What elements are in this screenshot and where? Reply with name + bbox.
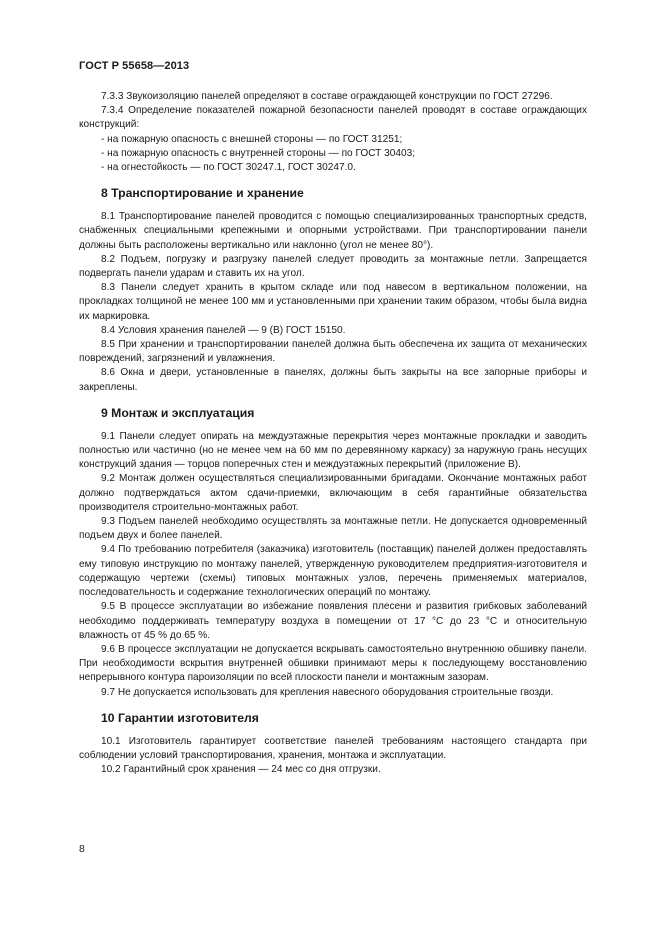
paragraph-9-6: 9.6 В процессе эксплуатации не допускается вскрывать самостоятельно внутреннюю обшивку панели. При необходимости вскрытия внутренней обшивки принимают меры к последующему восстановлению непрерывного контура пароизоляции по всей плоскости панели и монтажным зазорам. (79, 643, 587, 684)
list-item: - на пожарную опасность с внутренней стороны — по ГОСТ 30403; (101, 147, 416, 159)
paragraph-8-6: 8.6 Окна и двери, установленные в панелях, должны быть закрыты на все запорные приборы и закреплены. (79, 367, 587, 393)
paragraph-8-2: 8.2 Подъем, погрузку и разгрузку панелей следует проводить за монтажные петли. Запрещается подвергать панели ударам и ставить их на угол. (79, 253, 587, 280)
section-9-heading: 9 Монтаж и эксплуатация (101, 405, 255, 420)
paragraph-7-3-4: 7.3.4 Определение показателей пожарной безопасности панелей проводят в составе ограждающих конструкций: (79, 105, 587, 131)
paragraph-9-3: 9.3 Подъем панелей необходимо осуществлять за монтажные петли. Не допускается одновременный подъем двух и более панелей. (79, 516, 587, 542)
paragraph-9-7: 9.7 Не допускается использовать для крепления навесного оборудования строительные гвозди. (101, 686, 554, 698)
paragraph-10-1: 10.1 Изготовитель гарантирует соответствие панелей требованиям настоящего стандарта при соблюдении условий транспортирования, хранения, монтажа и эксплуатации. (79, 735, 587, 761)
paragraph-9-1: 9.1 Панели следует опирать на междуэтажные перекрытия через монтажные прокладки и заводить полностью или частично (но не менее чем на 60 мм по деревянному каркасу) за наружную грань несущих конструкций здания — торцов поперечных стен и междуэтажных перекрытий (приложение В). (79, 430, 587, 471)
paragraph-10-2: 10.2 Гарантийный срок хранения — 24 мес со дня отгрузки. (101, 764, 381, 776)
paragraph-8-4: 8.4 Условия хранения панелей — 9 (В) ГОСТ 15150. (101, 324, 346, 336)
paragraph-8-3: 8.3 Панели следует хранить в крытом складе или под навесом в вертикальном положении, на прокладках толщиной не менее 100 мм и установленными при хранении таким образом, чтобы была видна их маркировка. (79, 282, 587, 322)
page-number: 8 (79, 843, 85, 855)
section-8-heading: 8 Транспортирование и хранение (101, 186, 304, 201)
page-content (79, 90, 587, 777)
list-item: - на пожарную опасность с внешней стороны — по ГОСТ 31251; (101, 133, 403, 145)
paragraph-9-4: 9.4 По требованию потребителя (заказчика) изготовитель (поставщик) панелей должен предоставлять ему типовую инструкцию по монтажу панелей, утвержденную руководителем предприятия-изготовителя и содержащую чертежи (схемы) типовых монтажных узлов, перечень применяемых материалов, последовательность и содержание технологических операций по монтажу. (79, 544, 587, 599)
list-item: - на огнестойкость — по ГОСТ 30247.1, ГОСТ 30247.0. (101, 162, 356, 174)
paragraph-8-1: 8.1 Транспортирование панелей проводится с помощью специализированных транспортных средств, снабженных специальными крепежными и опорными устройствами. При транспортировании панели должны быть расположены вертикально или наклонно (угол не менее 80°). (79, 211, 587, 251)
paragraph-8-5: 8.5 При хранении и транспортировании панелей должна быть обеспечена их защита от механических повреждений, загрязнений и увлажнения. (79, 339, 587, 365)
paragraph-9-5: 9.5 В процессе эксплуатации во избежание появления плесени и развития грибковых заболеваний необходимо поддерживать температуру воздуха в помещении от 17 °С до 23 °С и относительную влажность от 45 % до 65 %. (79, 601, 587, 641)
standard-code-header: ГОСТ Р 55658—2013 (79, 60, 190, 72)
paragraph-9-2: 9.2 Монтаж должен осуществляться специализированными бригадами. Окончание монтажных работ должно подтверждаться актом сдачи-приемки, включающим в себя гарантийные обязательства производителя строительно-монтажных работ. (79, 473, 587, 513)
paragraph-7-3-3: 7.3.3 Звукоизоляцию панелей определяют в составе ограждающей конструкции по ГОСТ 27296. (101, 91, 553, 102)
section-10-heading: 10 Гарантии изготовителя (101, 710, 259, 725)
